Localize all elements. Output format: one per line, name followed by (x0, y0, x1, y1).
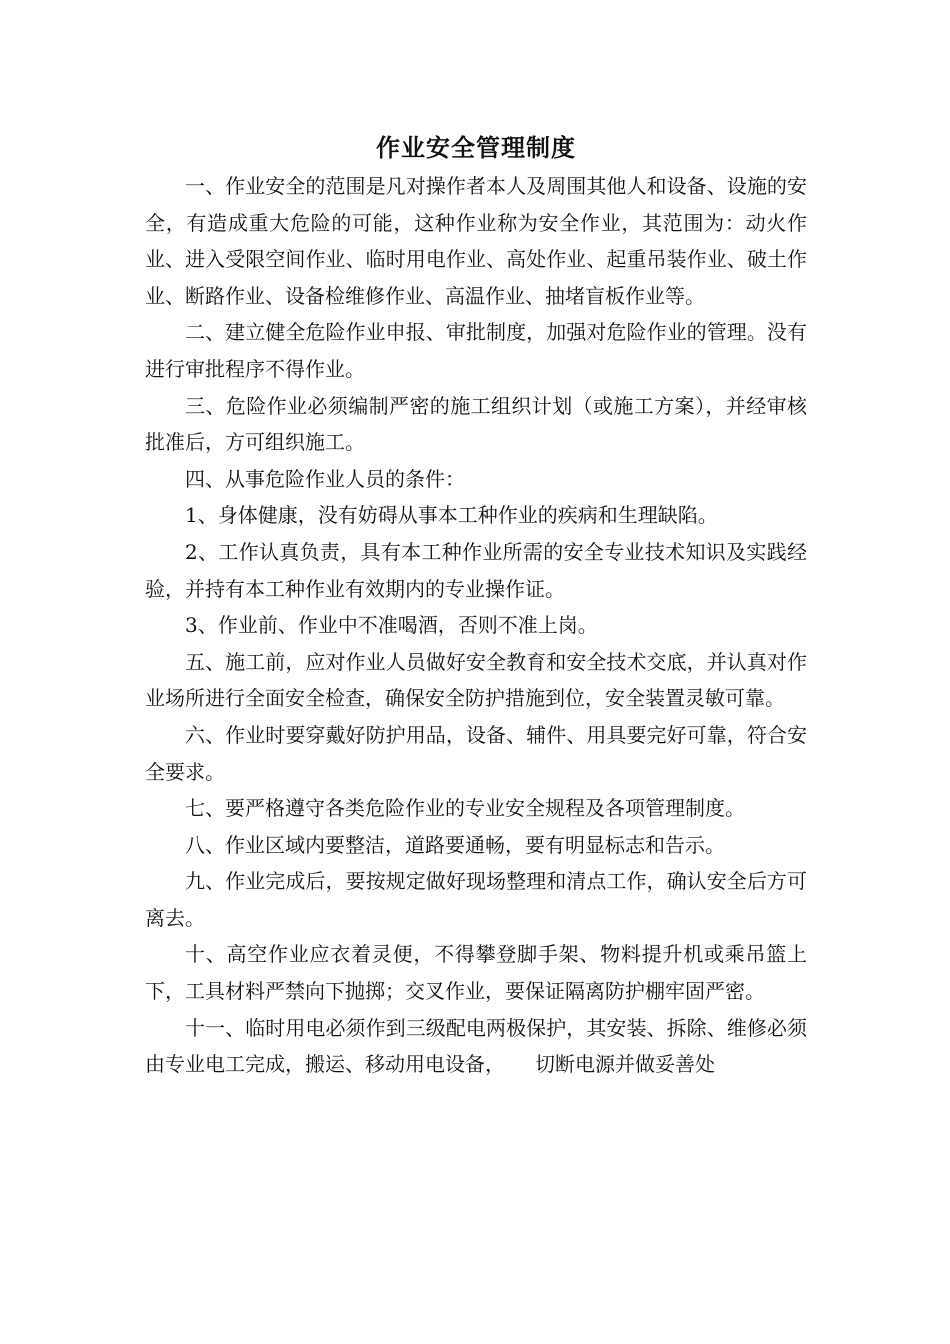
paragraph-3: 三、危险作业必须编制严密的施工组织计划（或施工方案），并经审核批准后，方可组织施工。 (145, 393, 807, 455)
paragraph-4-1: 1、身体健康，没有妨碍从事本工种作业的疾病和生理缺陷。 (185, 503, 718, 528)
paragraph-8: 八、作业区域内要整洁，道路要通畅，要有明显标志和告示。 (185, 832, 725, 857)
paragraph-11: 十一、临时用电必须作到三级配电两极保护，其安装、拆除、维修必须由专业电工完成，搬运、移动用电设备， 切断电源并做妥善处 (145, 1015, 807, 1077)
paragraph-5: 五、施工前，应对作业人员做好安全教育和安全技术交底，并认真对作业场所进行全面安全检查，确保安全防护措施到位，安全装置灵敏可靠。 (145, 649, 807, 711)
paragraph-2: 二、建立健全危险作业申报、审批制度，加强对危险作业的管理。没有进行审批程序不得作业。 (145, 320, 807, 381)
paragraph-9: 九、作业完成后，要按规定做好现场整理和清点工作，确认安全后方可离去。 (145, 869, 807, 930)
paragraph-4: 四、从事危险作业人员的条件： (185, 466, 465, 491)
document-title: 作业安全管理制度 (376, 134, 576, 162)
paragraph-10: 十、高空作业应衣着灵便，不得攀登脚手架、物料提升机或乘吊篮上下，工具材料严禁向下抛掷；交叉作业，要保证隔离防护棚牢固严密。 (145, 942, 807, 1004)
paragraph-4-2: 2、工作认真负责，具有本工种作业所需的安全专业技术知识及实践经验，并持有本工种作业有效期内的专业操作证。 (145, 539, 807, 601)
paragraph-4-3: 3、作业前、作业中不准喝酒，否则不准上岗。 (185, 613, 598, 638)
document-page (145, 128, 807, 1083)
paragraph-7: 七、要严格遵守各类危险作业的专业安全规程及各项管理制度。 (185, 796, 745, 821)
paragraph-6: 六、作业时要穿戴好防护用品，设备、辅件、用具要完好可靠，符合安全要求。 (145, 722, 807, 784)
paragraph-1: 一、作业安全的范围是凡对操作者本人及周围其他人和设备、设施的安全，有造成重大危险的可能，这种作业称为安全作业，其范围为：动火作业、进入受限空间作业、临时用电作业、高处作业、起重吊装作业、破土作业、断路作业、设备检维修作业、高温作业、抽堵盲板作业等。 (145, 174, 807, 308)
